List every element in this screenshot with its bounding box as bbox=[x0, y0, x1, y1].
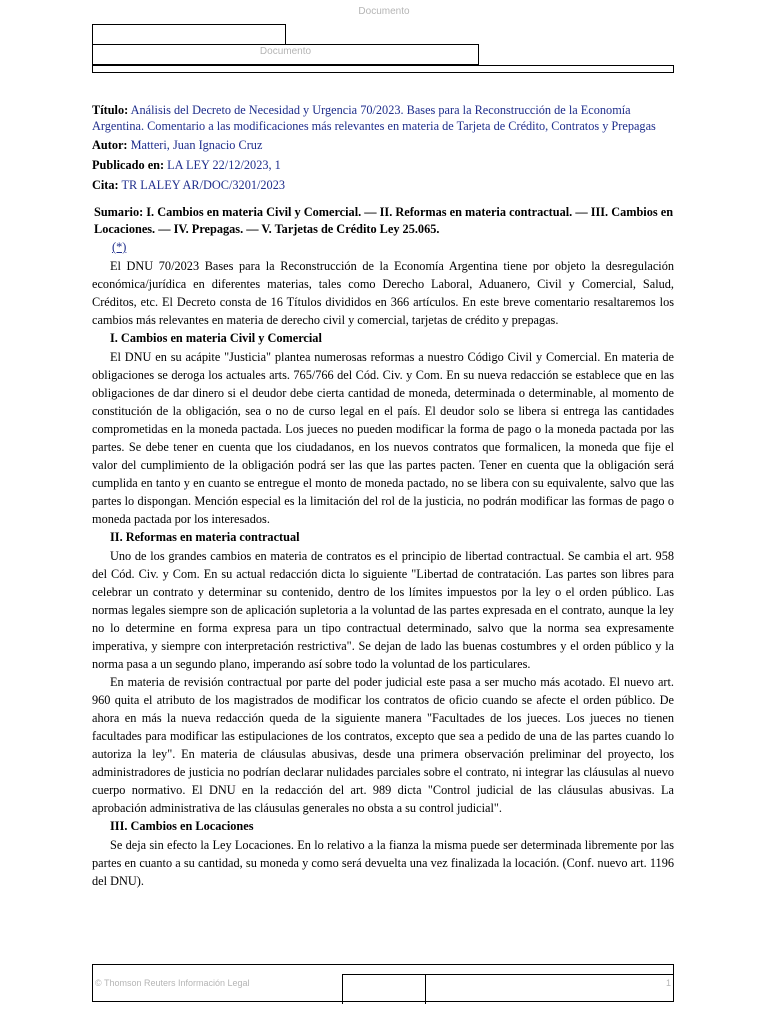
section-heading-locaciones: III. Cambios en Locaciones bbox=[110, 819, 254, 833]
author-label: Autor: bbox=[92, 138, 128, 152]
footer-cell-right bbox=[425, 974, 674, 1004]
section-contractual-paragraph-1: Uno de los grandes cambios en materia de contratos es el principio de libertad contractual. Se cambia el art. 958 del Cód. Civ. y Com. En su actual redacción dicta lo siguiente "Libertad de contratación. Las partes son libres para celebrar un contrato y determinar su contenido, dentro de los límites impuestos por la ley o el orden público. Las normas legales siempre son de aplicación supletoria a la voluntad de las partes expresada en el contrato, aunque la ley no lo determine en forma expresa para un tipo contractual determinado, salvo que la norma sea expresamente imperativa, y siempre con interpretación restrictiva". Se dejan de lado las buenas costumbres y el orden público y la norma pasa a un segundo plano, imperando así sobre todo la voluntad de los particulares. bbox=[92, 549, 674, 671]
footer-cell-middle bbox=[342, 974, 426, 1004]
published-line bbox=[92, 156, 674, 174]
section-heading-civil: I. Cambios en materia Civil y Comercial bbox=[110, 331, 322, 345]
footnote-link[interactable]: (*) bbox=[112, 240, 127, 254]
citation-label: Cita: bbox=[92, 178, 119, 192]
title-line bbox=[92, 102, 674, 134]
intro-paragraph: El DNU 70/2023 Bases para la Reconstrucción de la Economía Argentina tiene por objeto la desregulación económica/jurídica en diferentes materias, tales como Derecho Laboral, Aduanero, Civil y Comercial, Salud, Créditos, etc. El Decreto consta de 16 Títulos divididos en 366 artículos. En este breve comentario resaltaremos los cambios más relevantes en materia de derecho civil y comercial, tarjetas de crédito y prepagas. bbox=[92, 259, 674, 327]
document-body bbox=[92, 102, 674, 890]
header-rule bbox=[92, 65, 674, 73]
title-label: Título: bbox=[92, 103, 129, 117]
header-box-left bbox=[92, 24, 286, 44]
section-locaciones-paragraph: Se deja sin efecto la Ley Locaciones. En lo relativo a la fianza la misma puede ser determinada libremente por las partes en cuanto a su cantidad, su moneda y como será devuelta una vez finalizada la locación. (Conf. nuevo art. 1196 del DNU). bbox=[92, 838, 674, 888]
header-box-label: Documento bbox=[92, 44, 479, 65]
section-contractual-paragraph-2: En materia de revisión contractual por parte del poder judicial este pasa a ser mucho más acotado. El nuevo art. 960 quita el atributo de los magistrados de modificar los contratos de oficio cuando se afecte el orden público. De ahora en más la nueva redacción queda de la siguiente manera "Facultades de los jueces. Los jueces no tienen facultades para modificar las estipulaciones de los contratos, excepto que sea a pedido de una de las partes cuando lo autoriza la ley". En materia de cláusulas abusivas, desde una primera observación preliminar del proyecto, los administradores de justicia no podrían declarar nulidades parciales sobre el contrato, ni integrar las cláusulas al nuevo cuerpo normativo. El DNU en la redacción del art. 989 dicta "Control judicial de las cláusulas abusivas. La aprobación administrativa de las cláusulas generales no obsta a su control judicial". bbox=[92, 675, 674, 815]
published-value[interactable]: LA LEY 22/12/2023, 1 bbox=[167, 158, 281, 172]
author-value[interactable]: Matteri, Juan Ignacio Cruz bbox=[130, 138, 263, 152]
page-footer bbox=[92, 964, 674, 1002]
footer-page-number: 1 bbox=[665, 978, 671, 988]
section-heading-contractual: II. Reformas en materia contractual bbox=[110, 530, 300, 544]
document-top-label: Documento bbox=[358, 6, 410, 17]
title-value[interactable]: Análisis del Decreto de Necesidad y Urgencia 70/2023. Bases para la Reconstrucción de la Economía Argentina. Comentario a las modificaciones más relevantes en materia de Tarjeta de Crédito, Contratos y Prepagas bbox=[92, 103, 656, 133]
citation-value[interactable]: TR LALEY AR/DOC/3201/2023 bbox=[121, 178, 286, 192]
author-line bbox=[92, 136, 674, 154]
summary: Sumario: I. Cambios en materia Civil y Comercial. — II. Reformas en materia contractual. — III. Cambios en Locaciones. — IV. Prepagas. — V. Tarjetas de Crédito Ley 25.065. bbox=[94, 205, 674, 236]
footer-copyright: © Thomson Reuters Información Legal bbox=[95, 978, 250, 988]
published-label: Publicado en: bbox=[92, 158, 165, 172]
citation-line bbox=[92, 176, 674, 194]
section-civil-paragraph: El DNU en su acápite "Justicia" plantea numerosas reformas a nuestro Código Civil y Comercial. En materia de obligaciones se deroga los actuales arts. 765/766 del Cód. Civ. y Com. En su nueva redacción se establece que en las obligaciones de dar dinero si el deudor debe cierta cantidad de moneda, determinada o determinable, al momento de constitución de la obligación, sea o no de curso legal en el país. El deudor solo se libera si entrega las cantidades comprometidas en la moneda pactada. Los jueces no pueden modificar la forma de pago o la moneda pactada por las partes. Se debe tener en cuenta que los ciudadanos, en los nuevos contratos que formalicen, la moneda que fije el valor del cumplimiento de la obligación podrá ser las que las partes pacten. Tener en cuenta que la obligación será cumplida en tanto y en cuanto se entregue el monto de moneda pactado, no se libera con su equivalente, salvo que las partes lo dispongan. Mención especial es la limitación del rol de la justicia, no podrán modificar las formas de pago o moneda pactada por los interesados. bbox=[92, 350, 674, 526]
